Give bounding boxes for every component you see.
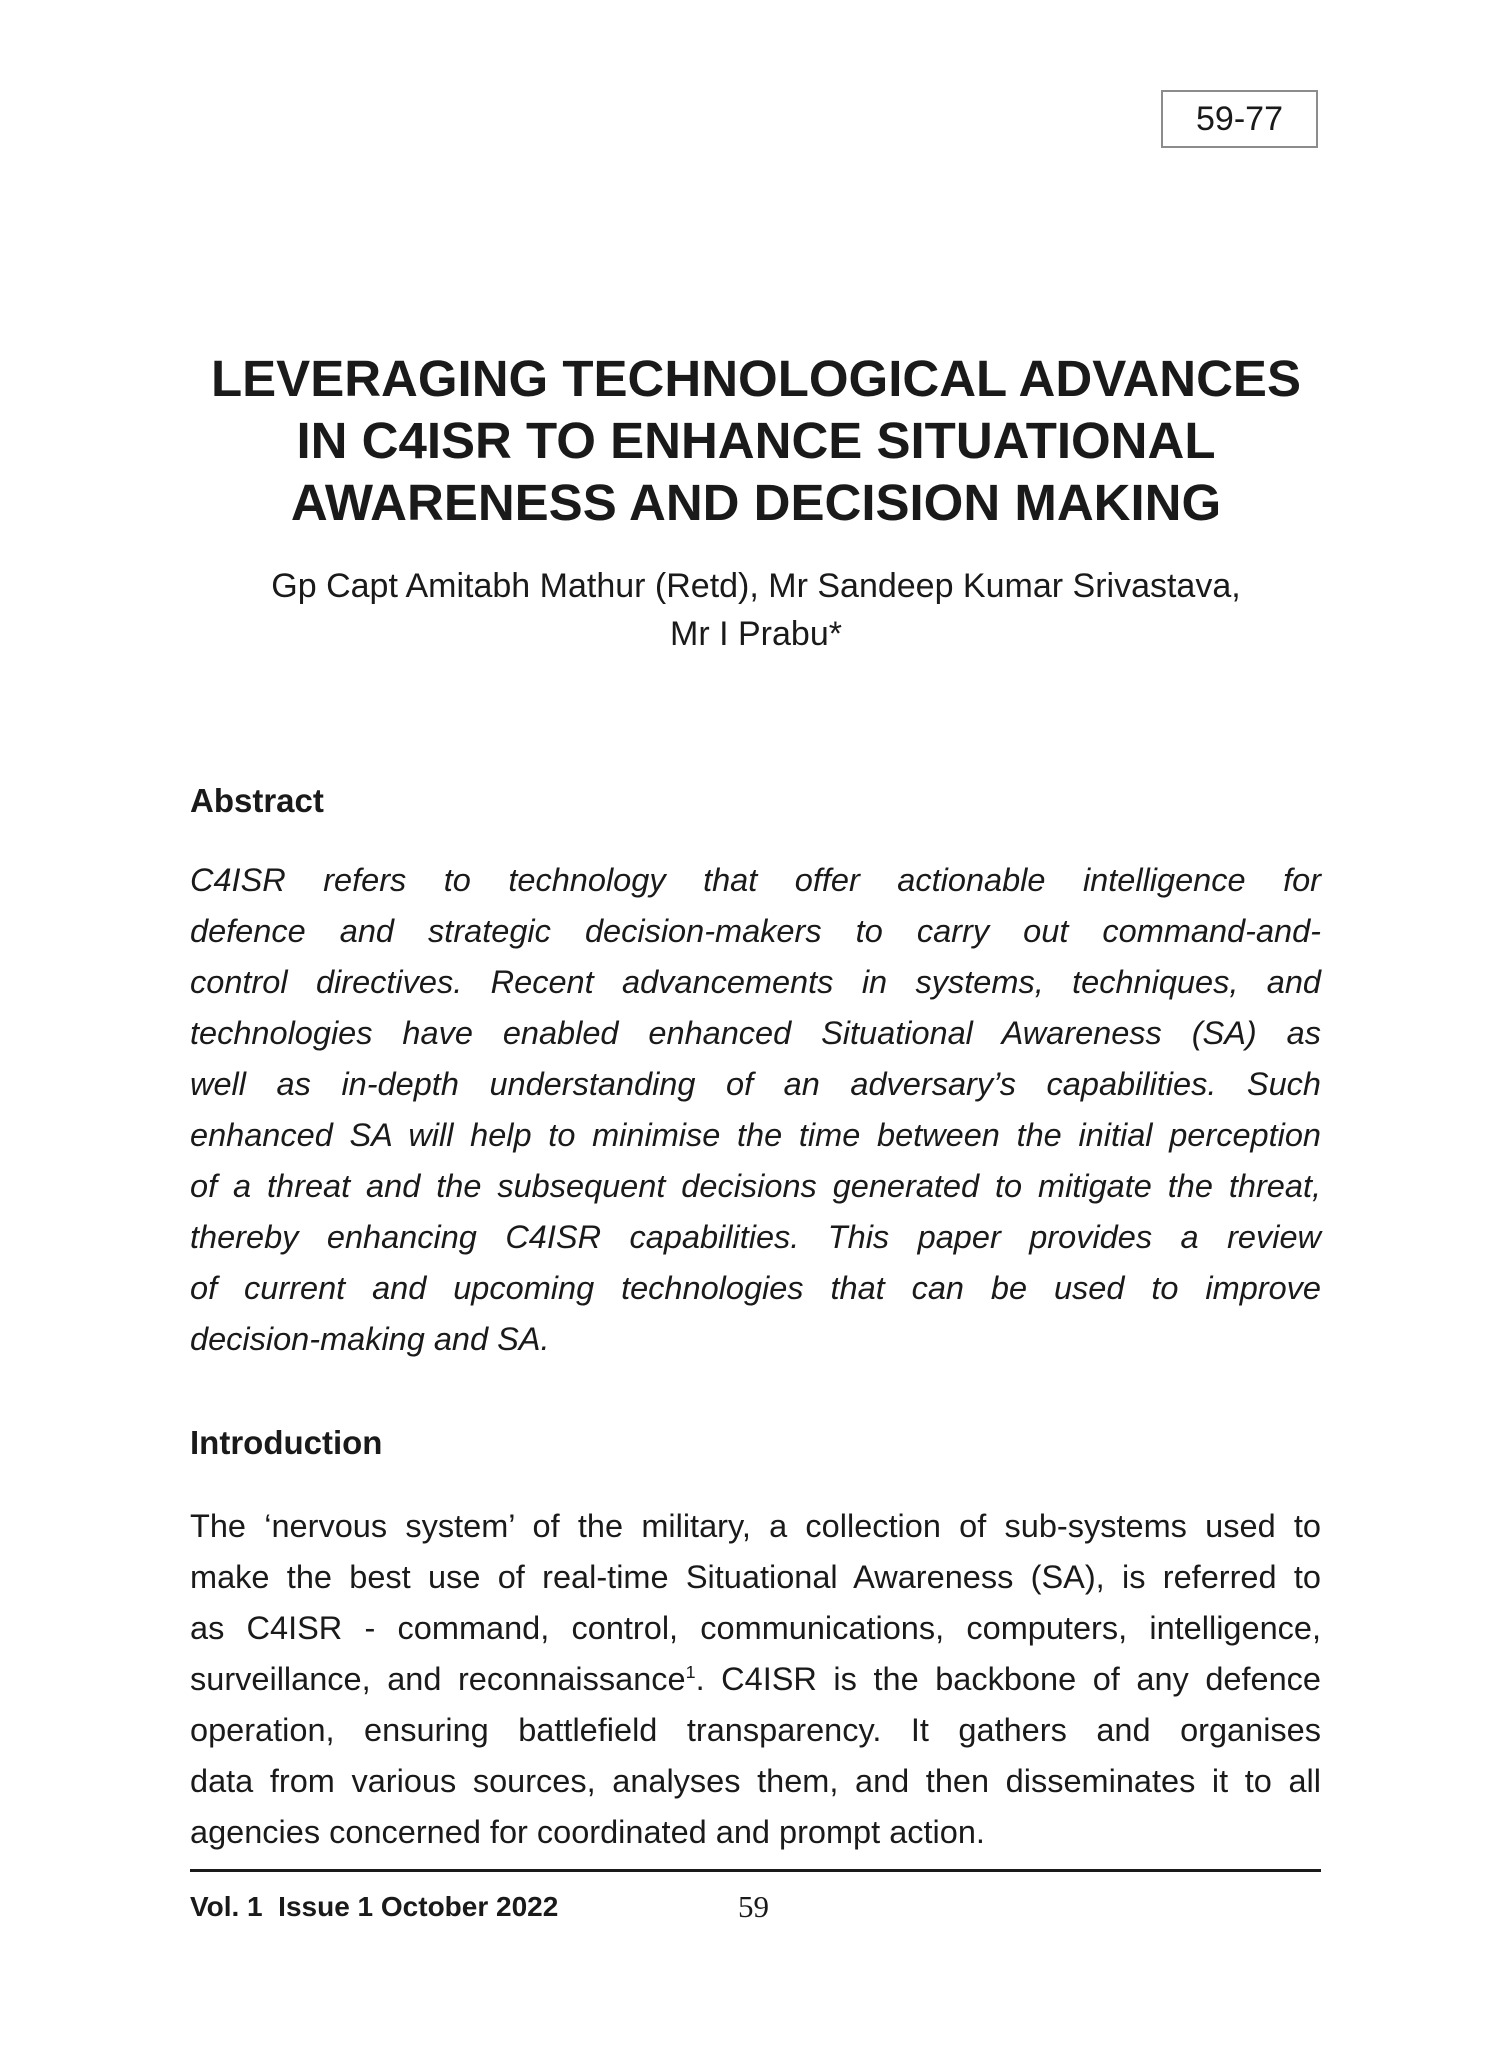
footer-issue-info: Vol. 1 Issue 1 October 2022	[190, 1891, 559, 1922]
abstract-line: thereby enhancing C4ISR capabilities. This paper provides a review	[190, 1219, 1321, 1255]
introduction-line: The ‘nervous system’ of the military, a collection of sub-systems used to	[190, 1508, 1321, 1544]
introduction-line: operation, ensuring battlefield transparency. It gathers and organises	[190, 1712, 1321, 1748]
abstract-line: well as in-depth understanding of an adversary’s capabilities. Such	[190, 1066, 1321, 1102]
abstract-line: C4ISR refers to technology that offer actionable intelligence for	[190, 862, 1321, 898]
introduction-text	[190, 1501, 1321, 1858]
introduction-line: agencies concerned for coordinated and prompt action.	[190, 1814, 985, 1850]
footer-divider	[190, 1869, 1321, 1872]
introduction-heading: Introduction	[190, 1424, 383, 1461]
abstract-line: control directives. Recent advancements in systems, techniques, and	[190, 964, 1321, 1000]
author-line: Mr I Prabu*	[670, 615, 842, 653]
abstract-line: decision-making and SA.	[190, 1321, 550, 1357]
title-line: IN C4ISR TO ENHANCE SITUATIONAL	[296, 412, 1216, 469]
introduction-line: as C4ISR - command, control, communications, computers, intelligence,	[190, 1610, 1321, 1646]
page-range-box: 59-77	[1161, 90, 1318, 148]
abstract-line: enhanced SA will help to minimise the time between the initial perception	[190, 1117, 1321, 1153]
introduction-line: make the best use of real-time Situational Awareness (SA), is referred to	[190, 1559, 1321, 1595]
title-line: LEVERAGING TECHNOLOGICAL ADVANCES	[211, 350, 1301, 407]
introduction-line	[190, 1654, 1321, 1705]
introduction-line: data from various sources, analyses them, and then disseminates it to all	[190, 1763, 1321, 1799]
author-line: Gp Capt Amitabh Mathur (Retd), Mr Sandeep Kumar Srivastava,	[271, 567, 1241, 605]
abstract-line: defence and strategic decision-makers to carry out command-and-	[190, 913, 1321, 949]
footnote-reference[interactable]: 1	[685, 1662, 696, 1683]
paper-title	[150, 348, 1362, 534]
footer-page-number: 59	[738, 1889, 769, 1924]
abstract-line: technologies have enabled enhanced Situational Awareness (SA) as	[190, 1015, 1321, 1051]
author-list	[150, 562, 1362, 658]
introduction-line-part: . C4ISR is the backbone of any defence	[695, 1661, 1321, 1697]
introduction-line-part: surveillance, and reconnaissance	[190, 1661, 686, 1697]
abstract-line: of a threat and the subsequent decisions generated to mitigate the threat,	[190, 1168, 1321, 1204]
abstract-heading: Abstract	[190, 782, 324, 819]
abstract-line: of current and upcoming technologies that can be used to improve	[190, 1270, 1321, 1306]
abstract-text	[190, 855, 1321, 1365]
title-line: AWARENESS AND DECISION MAKING	[290, 474, 1222, 531]
